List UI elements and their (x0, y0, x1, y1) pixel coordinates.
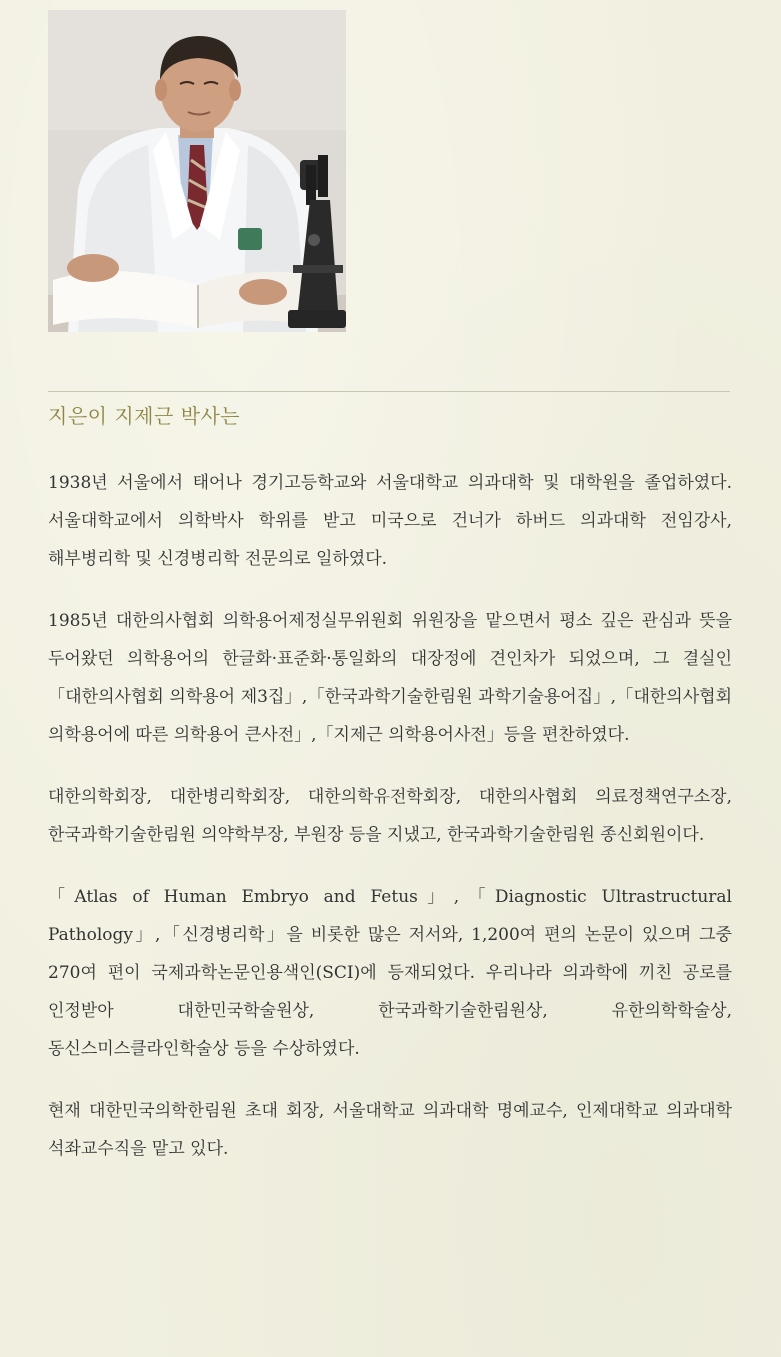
section-divider (48, 391, 730, 392)
bio-paragraph-education: 1938년 서울에서 태어나 경기고등학교와 서울대학교 의과대학 및 대학원을 졸업하였다. 서울대학교에서 의학박사 학위를 받고 미국으로 건너가 하버드 의과대학 전임강사, 해부병리학 및 신경병리학 전문의로 일하였다. (48, 473, 732, 569)
author-photo (48, 10, 346, 332)
bio-paragraph-positions: 대한의학회장, 대한병리학회장, 대한의학유전학회장, 대한의사협회 의료정책연구소장, 한국과학기술한림원 의약학부장, 부원장 등을 지냈고, 한국과학기술한림원 종신회원이다. (48, 787, 732, 845)
section-heading: 지은이 지제근 박사는 (48, 404, 241, 428)
bio-paragraph-publications: 「Atlas of Human Embryo and Fetus」,「Diagnostic Ultrastructural Pathology」,「신경병리학」을 비롯한 많은 저서와, 1,200여 편의 논문이 있으며 그중 270여 편이 국제과학논문인용색인(SCI)에 등재되었다. 우리나라 의과학에 끼친 공로를 인정받아 대한민국학술원상, 한국과학기술한림원상, 유한의학학술상, 동신스미스클라인학술상 등을 수상하였다. (48, 887, 732, 1059)
bio-paragraph-terminology: 1985년 대한의사협회 의학용어제정실무위원회 위원장을 맡으면서 평소 깊은 관심과 뜻을 두어왔던 의학용어의 한글화·표준화·통일화의 대장정에 견인차가 되었으며, 그 결실인「대한의사협회 의학용어 제3집」,「한국과학기술한림원 과학기술용어집」,「대한의사협회 의학용어에 따른 의학용어 큰사전」,「지제근 의학용어사전」등을 편찬하였다. (48, 611, 732, 745)
bio-paragraph-current: 현재 대한민국의학한림원 초대 회장, 서울대학교 의과대학 명예교수, 인제대학교 의과대학 석좌교수직을 맡고 있다. (48, 1101, 732, 1159)
author-bio (48, 464, 732, 1192)
